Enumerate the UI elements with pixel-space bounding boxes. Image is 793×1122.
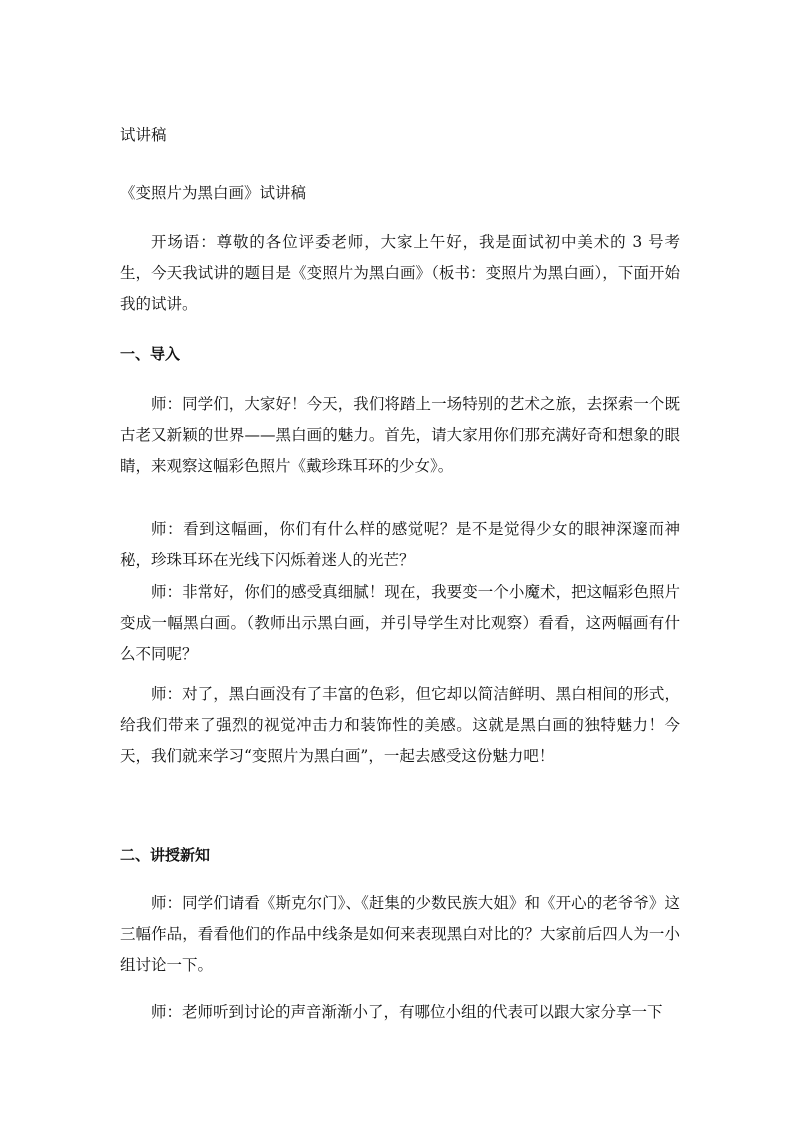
document-subtitle: 《变照片为黑白画》试讲稿: [120, 184, 307, 202]
paragraph: 师：同学们请看《斯克尔门》、《赶集的少数民族大姐》和《开心的老爷爷》这三幅作品，看看他们的作品中线条是如何来表现黑白对比的？大家前后四人为一小组讨论一下。: [120, 894, 680, 974]
paragraph: 师：同学们，大家好！今天，我们将踏上一场特别的艺术之旅，去探索一个既古老又新颖的世界——黑白画的魅力。首先，请大家用你们那充满好奇和想象的眼睛，来观察这幅彩色照片《戴珍珠耳环的少女》。: [120, 395, 680, 475]
document-title: 试讲稿: [120, 126, 167, 144]
paragraph: 师：对了，黑白画没有了丰富的色彩，但它却以简洁鲜明、黑白相间的形式，给我们带来了强烈的视觉冲击力和装饰性的美感。这就是黑白画的独特魅力！今天，我们就来学习“变照片为黑白画”，一起去感受这份魅力吧！: [120, 685, 680, 765]
paragraph: 师：老师听到讨论的声音渐渐小了，有哪位小组的代表可以跟大家分享一下: [151, 1003, 663, 1021]
section-heading-new-knowledge: 二、讲授新知: [120, 846, 211, 864]
paragraph: 师：非常好，你们的感受真细腻！现在，我要变一个小魔术，把这幅彩色照片变成一幅黑白画。（教师出示黑白画，并引导学生对比观察）看看，这两幅画有什么不同呢？: [120, 583, 680, 663]
opening-paragraph: 开场语：尊敬的各位评委老师，大家上午好，我是面试初中美术的 3 号考生，今天我试讲的题目是《变照片为黑白画》（板书：变照片为黑白画），下面开始我的试讲。: [120, 233, 680, 313]
paragraph: 师：看到这幅画，你们有什么样的感觉呢？是不是觉得少女的眼神深邃而神秘，珍珠耳环在光线下闪烁着迷人的光芒？: [120, 520, 680, 569]
section-heading-introduction: 一、导入: [120, 345, 181, 363]
